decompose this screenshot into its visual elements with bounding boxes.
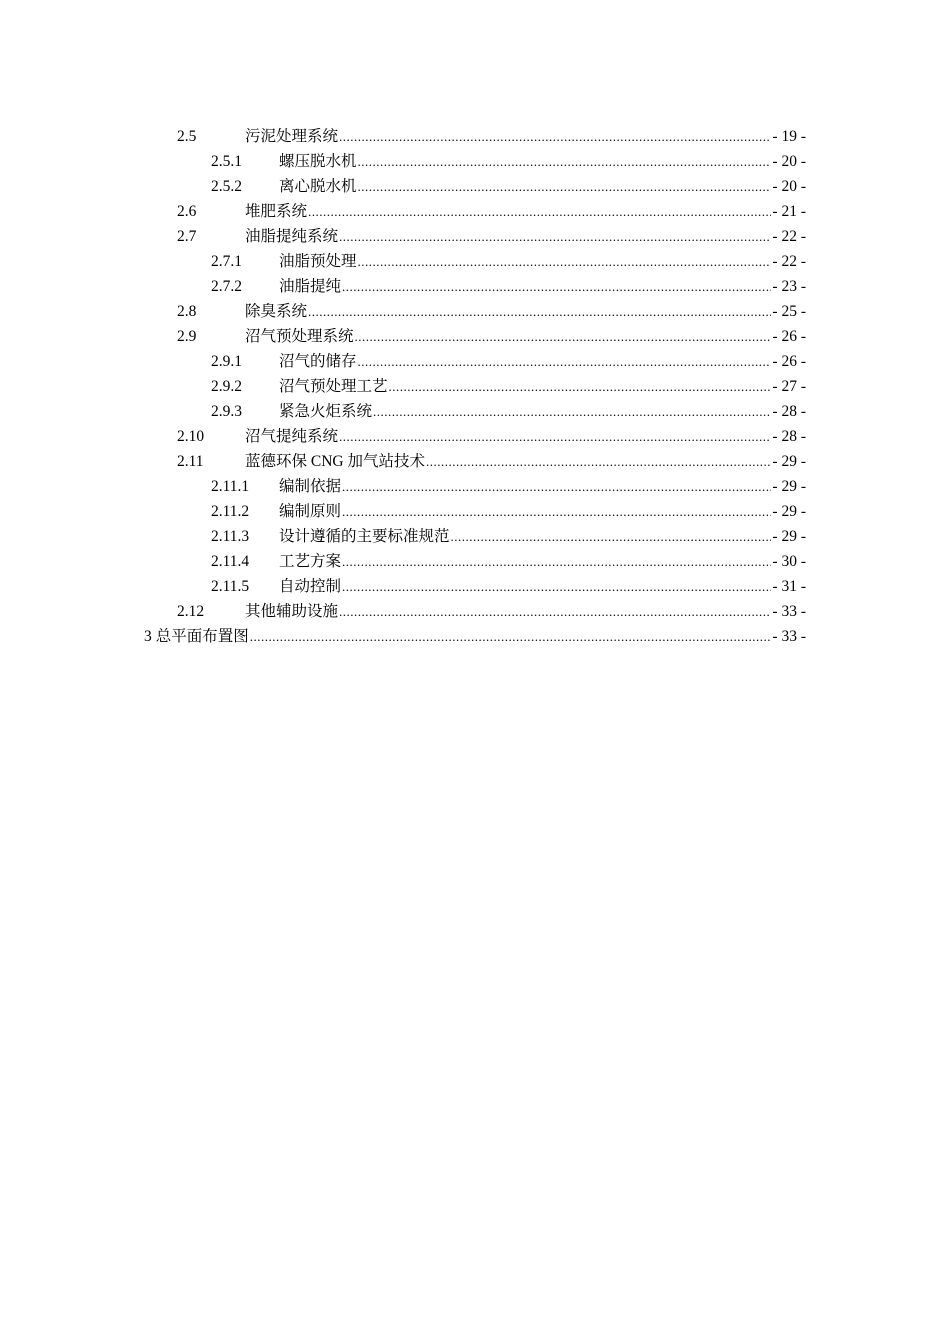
toc-title: 油脂提纯 [279, 278, 342, 295]
toc-dot-leader [426, 451, 771, 473]
toc-dot-leader [358, 251, 772, 273]
toc-number: 2.9.1 [211, 353, 242, 370]
toc-entry[interactable] [211, 251, 806, 273]
toc-entry[interactable] [211, 276, 806, 298]
toc-entry[interactable] [177, 451, 806, 473]
toc-entry[interactable] [177, 301, 806, 323]
toc-dot-leader [342, 501, 771, 523]
toc-dot-leader [373, 401, 771, 423]
toc-title: 总平面布置图 [155, 628, 249, 645]
toc-dot-leader [358, 351, 772, 373]
toc-page-number: - 21 - [772, 203, 806, 220]
toc-entry[interactable] [177, 226, 806, 248]
toc-title: 除臭系统 [245, 303, 308, 320]
toc-entry[interactable] [144, 626, 806, 648]
toc-title: 蓝德环保 CNG 加气站技术 [245, 453, 425, 470]
toc-number: 2.5.2 [211, 178, 242, 195]
toc-page-number: - 23 - [772, 278, 806, 295]
toc-dot-leader [355, 326, 772, 348]
toc-number: 2.7 [177, 228, 197, 245]
toc-title: 污泥处理系统 [245, 128, 339, 145]
toc-title: 工艺方案 [279, 553, 342, 570]
toc-page-number: - 28 - [772, 403, 806, 420]
toc-entry[interactable] [211, 376, 806, 398]
toc-dot-leader [342, 576, 771, 598]
toc-entry[interactable] [211, 526, 806, 548]
toc-number: 2.8 [177, 303, 197, 320]
toc-page-number: - 29 - [772, 503, 806, 520]
toc-title: 沼气预处理系统 [245, 328, 354, 345]
toc-title: 编制原则 [279, 503, 342, 520]
toc-entry[interactable] [177, 126, 806, 148]
toc-page-number: - 28 - [772, 428, 806, 445]
toc-number: 2.9.2 [211, 378, 242, 395]
toc-page-number: - 26 - [772, 328, 806, 345]
toc-number: 2.11.5 [211, 578, 250, 595]
toc-title: 沼气预处理工艺 [279, 378, 388, 395]
toc-number: 2.11.4 [211, 553, 250, 570]
toc-page-number: - 33 - [772, 603, 806, 620]
toc-title: 沼气的储存 [279, 353, 357, 370]
toc-dot-leader [451, 526, 772, 548]
toc-dot-leader [339, 126, 771, 148]
toc-number: 2.5.1 [211, 153, 242, 170]
toc-title: 编制依据 [279, 478, 342, 495]
toc-title: 紧急火炬系统 [279, 403, 373, 420]
toc-page-number: - 29 - [772, 478, 806, 495]
table-of-contents [0, 126, 950, 646]
toc-entry[interactable] [177, 201, 806, 223]
toc-entry[interactable] [211, 401, 806, 423]
toc-title: 油脂提纯系统 [245, 228, 339, 245]
toc-number: 2.5 [177, 128, 197, 145]
toc-page-number: - 20 - [772, 153, 806, 170]
toc-dot-leader [308, 201, 771, 223]
toc-page-number: - 27 - [772, 378, 806, 395]
toc-dot-leader [339, 426, 771, 448]
toc-number: 2.6 [177, 203, 197, 220]
toc-title: 设计遵循的主要标准规范 [279, 528, 450, 545]
toc-page-number: - 33 - [772, 628, 806, 645]
toc-title: 离心脱水机 [279, 178, 357, 195]
toc-title: 堆肥系统 [245, 203, 308, 220]
toc-page-number: - 20 - [772, 178, 806, 195]
toc-entry[interactable] [211, 476, 806, 498]
toc-title: 自动控制 [279, 578, 342, 595]
toc-dot-leader [250, 626, 772, 648]
toc-page-number: - 22 - [772, 253, 806, 270]
toc-page-number: - 22 - [772, 228, 806, 245]
toc-number: 2.11.2 [211, 503, 250, 520]
toc-dot-leader [389, 376, 772, 398]
toc-number: 2.9 [177, 328, 197, 345]
toc-number: 2.11.3 [211, 528, 250, 545]
toc-page-number: - 25 - [772, 303, 806, 320]
toc-entry[interactable] [211, 501, 806, 523]
toc-dot-leader [358, 176, 772, 198]
toc-entry[interactable] [211, 551, 806, 573]
toc-dot-leader [339, 601, 771, 623]
toc-dot-leader [342, 276, 771, 298]
toc-title: 其他辅助设施 [245, 603, 339, 620]
toc-page-number: - 29 - [772, 453, 806, 470]
toc-dot-leader [358, 151, 772, 173]
toc-dot-leader [342, 476, 771, 498]
toc-number: 2.9.3 [211, 403, 242, 420]
toc-number: 2.12 [177, 603, 205, 620]
toc-number: 2.10 [177, 428, 205, 445]
toc-dot-leader [339, 226, 771, 248]
toc-number: 2.11.1 [211, 478, 250, 495]
toc-number: 2.7.2 [211, 278, 242, 295]
toc-entry[interactable] [177, 326, 806, 348]
toc-title: 沼气提纯系统 [245, 428, 339, 445]
toc-entry[interactable] [211, 176, 806, 198]
toc-entry[interactable] [177, 601, 806, 623]
toc-title: 油脂预处理 [279, 253, 357, 270]
toc-entry[interactable] [177, 426, 806, 448]
toc-dot-leader [342, 551, 771, 573]
toc-title: 螺压脱水机 [279, 153, 357, 170]
toc-entry[interactable] [211, 576, 806, 598]
toc-entry[interactable] [211, 151, 806, 173]
toc-page-number: - 19 - [772, 128, 806, 145]
toc-page-number: - 30 - [772, 553, 806, 570]
toc-number: 3 [144, 628, 152, 645]
toc-number: 2.7.1 [211, 253, 242, 270]
toc-number: 2.11 [177, 453, 204, 470]
toc-page-number: - 31 - [772, 578, 806, 595]
toc-dot-leader [308, 301, 771, 323]
toc-entry[interactable] [211, 351, 806, 373]
toc-page-number: - 26 - [772, 353, 806, 370]
toc-page-number: - 29 - [772, 528, 806, 545]
